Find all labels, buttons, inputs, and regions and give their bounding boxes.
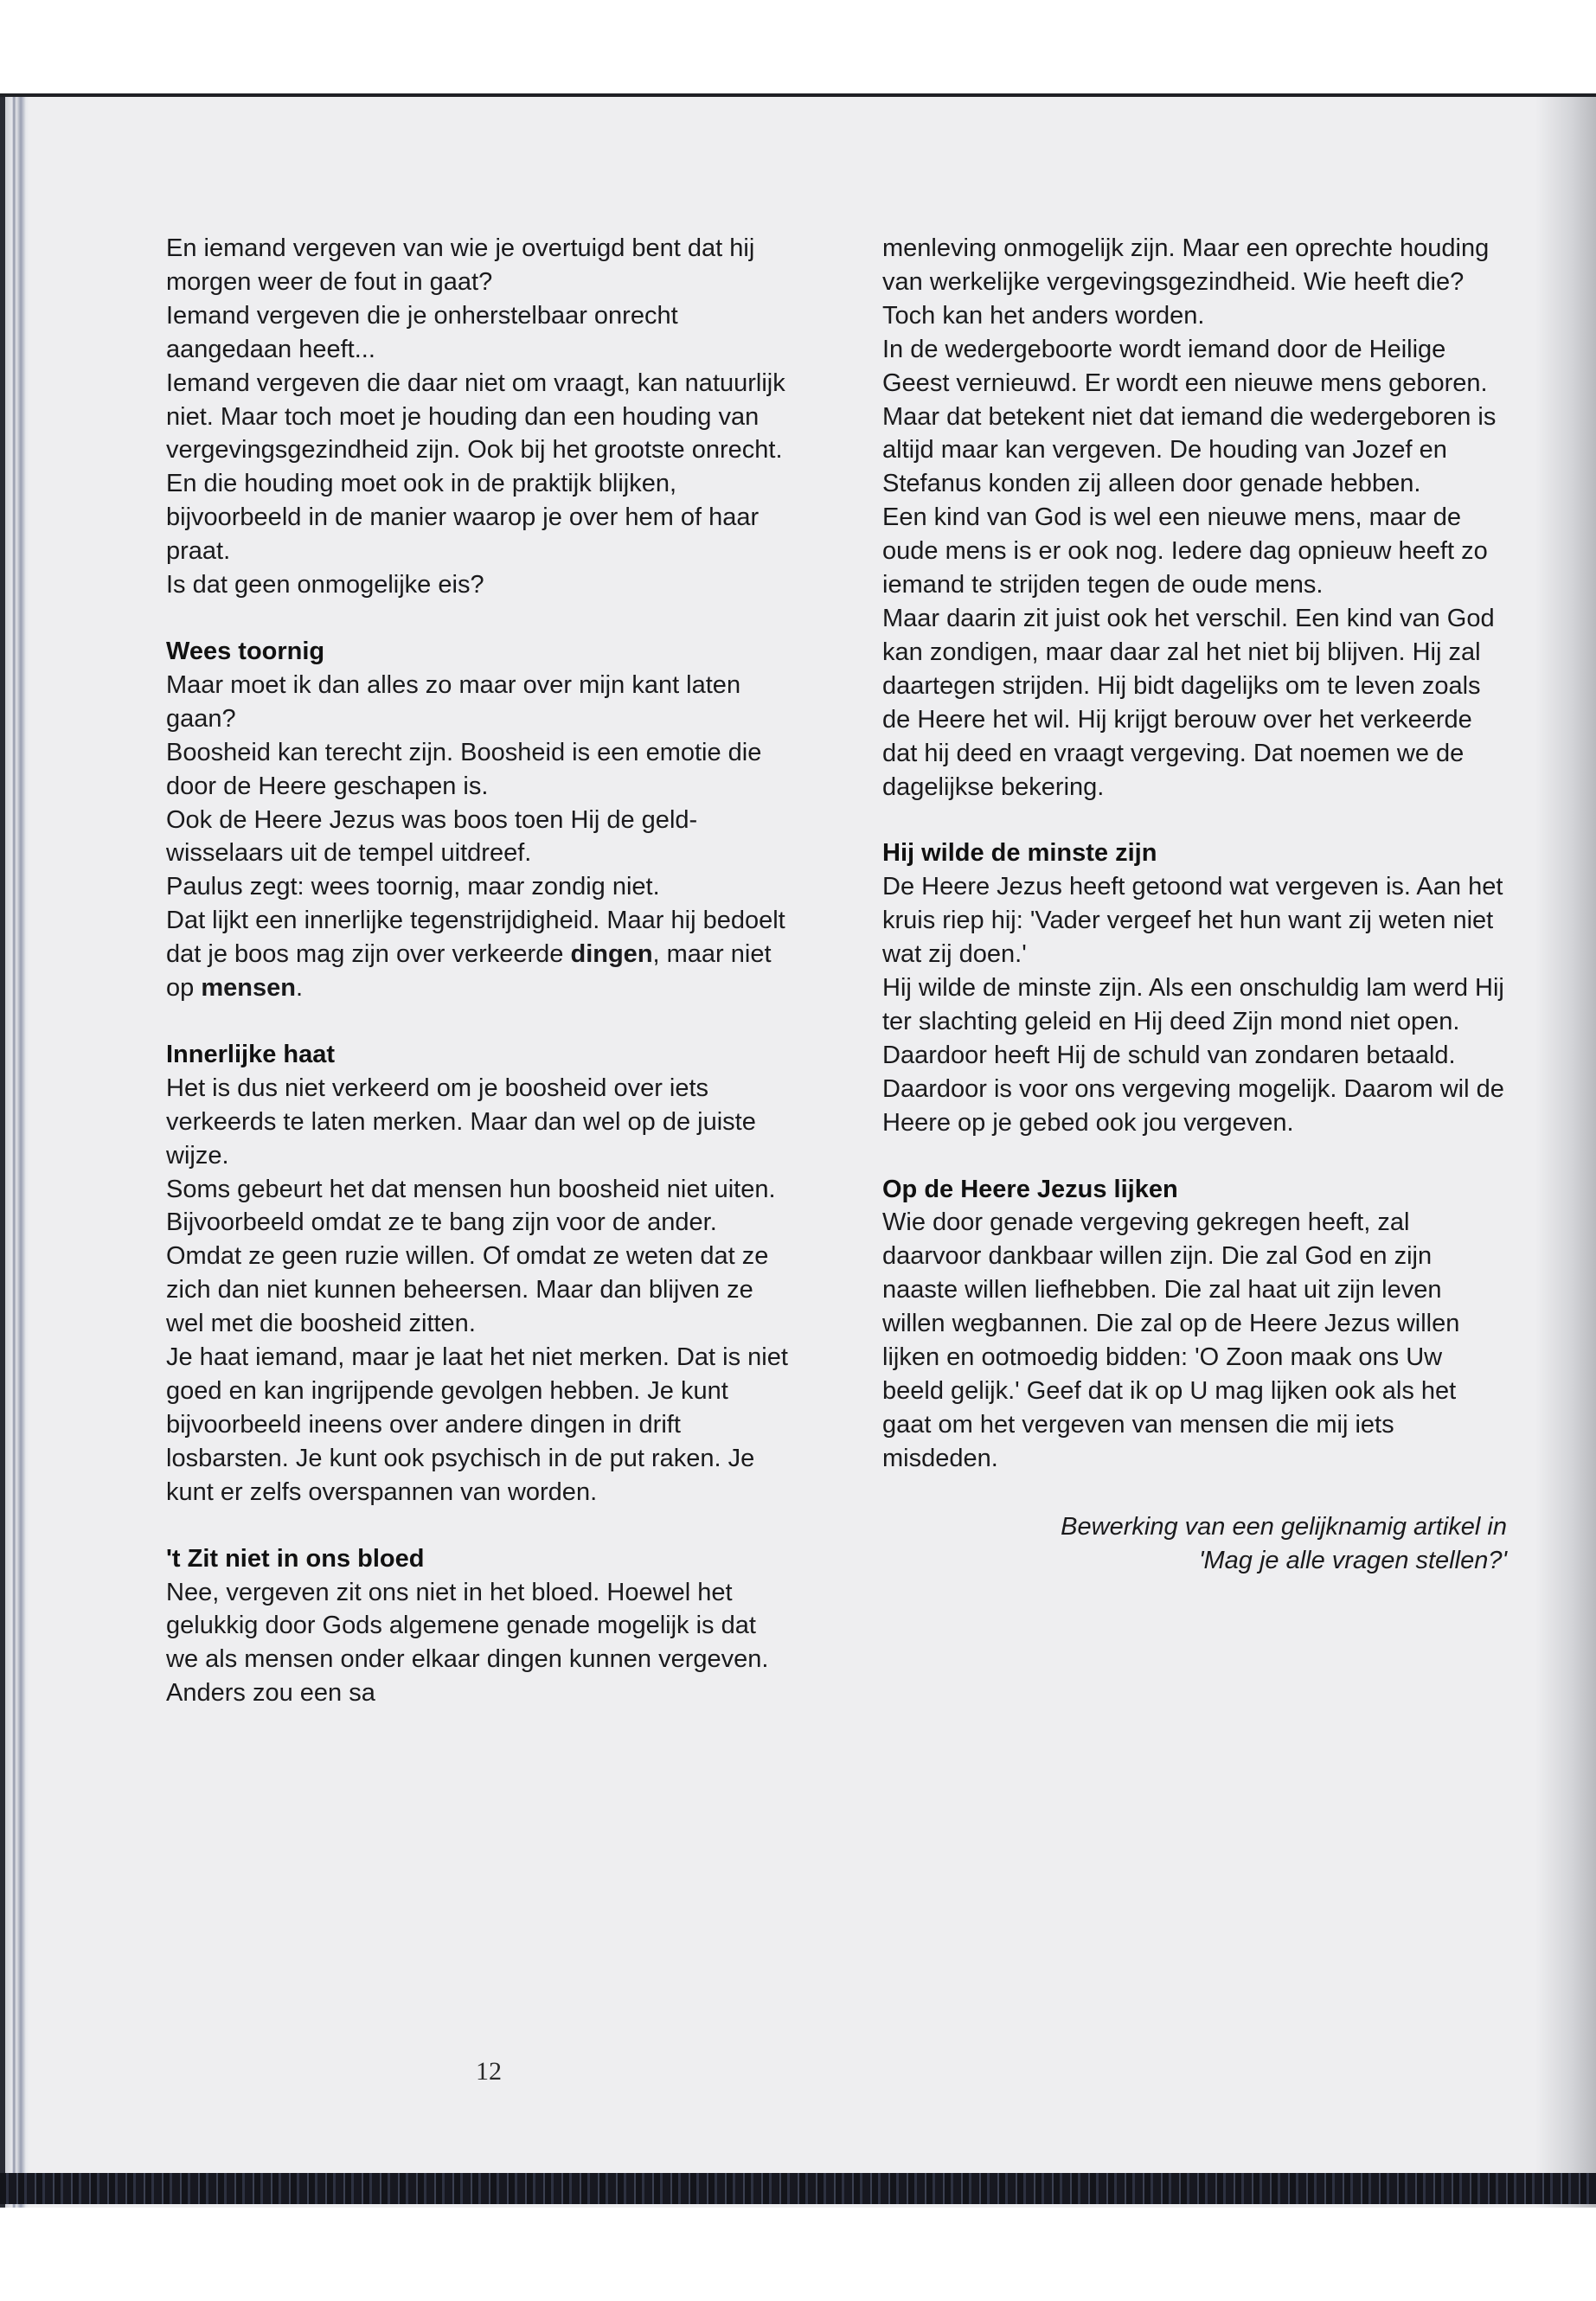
credit-line-2: 'Mag je alle vragen stellen?' xyxy=(1198,1546,1507,1574)
section-spacer xyxy=(166,1005,791,1038)
paragraph: De Heere Jezus heeft getoond wat vergeven is. Aan het kruis riep hij: 'Vader vergeef het hun want zij weten niet wat zij doen.' xyxy=(882,873,1503,969)
paragraph: Een kind van God is wel een nieuwe mens, maar de oude mens is er ook nog. Iedere dag opnieuw heeft zo iemand te strijden tegen de oude mens. xyxy=(882,503,1488,599)
section-spacer xyxy=(882,1140,1507,1173)
paragraph: Boosheid kan terecht zijn. Boosheid is een emotie die door de Heere geschapen is. xyxy=(166,738,762,800)
paragraph: Is dat geen onmogelijke eis? xyxy=(166,571,484,599)
paragraph: Maar daarin zit juist ook het verschil. Een kind van God kan zondigen, maar daar zal het niet bij blijven. Hij zal daartegen strijden. Hij bidt dagelijks om te leven zoals de Heere het wil. Hij krijgt berouw over het verkeerde dat hij deed en vraagt vergeving. Dat noemen we de dagelijkse bekering. xyxy=(882,604,1495,801)
section-heading-niet-in-ons-bloed: 't Zit niet in ons bloed xyxy=(166,1544,425,1573)
paragraph: Nee, vergeven zit ons niet in het bloed. Hoewel het gelukkig door Gods algemene genade mogelijk is dat we als mensen onder elkaar dingen kunnen vergeven. Anders zou een sa xyxy=(166,1578,769,1708)
paragraph: Je haat iemand, maar je laat het niet merken. Dat is niet goed en kan ingrijpende gevolgen hebben. Je kunt bijvoorbeeld ineens over andere dingen in drift losbarsten. Je kunt ook psychisch in de put raken. Je kunt er zelfs overspannen van worden. xyxy=(166,1343,788,1506)
emphasis-dingen: dingen xyxy=(570,940,653,969)
text-run: . xyxy=(295,974,303,1003)
section-heading-op-jezus-lijken: Op de Heere Jezus lijken xyxy=(882,1175,1178,1203)
page-edge-shadow xyxy=(1535,97,1596,2208)
paragraph: Paulus zegt: wees toornig, maar zondig niet. xyxy=(166,873,660,901)
page-number: 12 xyxy=(476,2057,502,2086)
paragraph: Toch kan het anders worden. xyxy=(882,301,1205,330)
paragraph: menleving onmogelijk zijn. Maar een oprechte houding van werkelijke vergevingsgezindheid. Wie heeft die? xyxy=(882,234,1490,296)
paragraph: In de wedergeboorte wordt iemand door de Heilige Geest vernieuwd. Er wordt een nieuwe mens geboren. Maar dat betekent niet dat iemand die wedergeboren is altijd maar kan vergeven. De houding van Jozef en Stefanus konden zij alleen door genade hebben. xyxy=(882,335,1497,498)
book-cover-edge xyxy=(0,2173,1596,2204)
book-binding-edge xyxy=(0,97,29,2208)
emphasis-mensen: mensen xyxy=(201,974,296,1003)
text-run: Dat lijkt een innerlijke tegenstrijdigheid. Maar hij bedoelt dat je boos mag zijn over verkeerde xyxy=(166,907,785,969)
paragraph: Iemand vergeven die je onherstelbaar onrecht aangedaan heeft... xyxy=(166,301,678,363)
paragraph-with-emphasis xyxy=(166,904,791,1005)
left-column xyxy=(166,232,791,1710)
section-heading-wees-toornig: Wees toornig xyxy=(166,637,325,665)
section-spacer xyxy=(166,1509,791,1542)
paragraph: Soms gebeurt het dat mensen hun boosheid niet uiten. Bijvoorbeeld omdat ze te bang zijn voor de ander. Omdat ze geen ruzie willen. Of omdat ze weten dat ze zich dan niet kunnen beheersen. Maar dan blijven ze wel met die boosheid zitten. xyxy=(166,1175,776,1338)
credit-line-1: Bewerking van een gelijknamig artikel in xyxy=(1061,1512,1507,1541)
paragraph: Ook de Heere Jezus was boos toen Hij de geldwisselaars uit de tempel uitdreef. xyxy=(166,805,698,868)
section-heading-minste-zijn: Hij wilde de minste zijn xyxy=(882,839,1157,868)
section-spacer xyxy=(882,804,1507,836)
paragraph: Wie door genade vergeving gekregen heeft, zal daarvoor dankbaar willen zijn. Die zal God en zijn naaste willen liefhebben. Die zal haat uit zijn leven willen wegbannen. Die zal op de Heere Jezus willen lijken en ootmoedig bidden: 'O Zoon maak ons Uw beeld gelijk.' Geef dat ik op U mag lijken ook als het gaat om het vergeven van mensen die mij iets misdeden. xyxy=(882,1208,1460,1472)
text-run: , maar niet op xyxy=(166,940,772,1003)
paragraph: Hij wilde de minste zijn. Als een onschuldig lam werd Hij ter slachting geleid en Hij deed Zijn mond niet open. Daardoor heeft Hij de schuld van zondaren betaald. Daardoor is voor ons vergeving mogelijk. Daarom wil de Heere op je gebed ook jou vergeven. xyxy=(882,974,1504,1137)
paragraph: Maar moet ik dan alles zo maar over mijn kant laten gaan? xyxy=(166,670,741,733)
section-spacer xyxy=(166,602,791,635)
paragraph: Iemand vergeven die daar niet om vraagt, kan natuurlijk niet. Maar toch moet je houding dan een houding van vergevingsgezindheid zijn. Ook bij het grootste onrecht. En die houding moet ook in de praktijk blijken, bijvoorbeeld in de manier waarop je over hem of haar praat. xyxy=(166,369,785,566)
paragraph: En iemand vergeven van wie je overtuigd bent dat hij morgen weer de fout in gaat? xyxy=(166,234,755,296)
paragraph: Het is dus niet verkeerd om je boosheid over iets verkeerds te laten merken. Maar dan wel op de juiste wijze. xyxy=(166,1074,756,1170)
source-credit xyxy=(882,1510,1507,1578)
section-heading-innerlijke-haat: Innerlijke haat xyxy=(166,1040,336,1068)
right-column xyxy=(882,232,1507,1578)
